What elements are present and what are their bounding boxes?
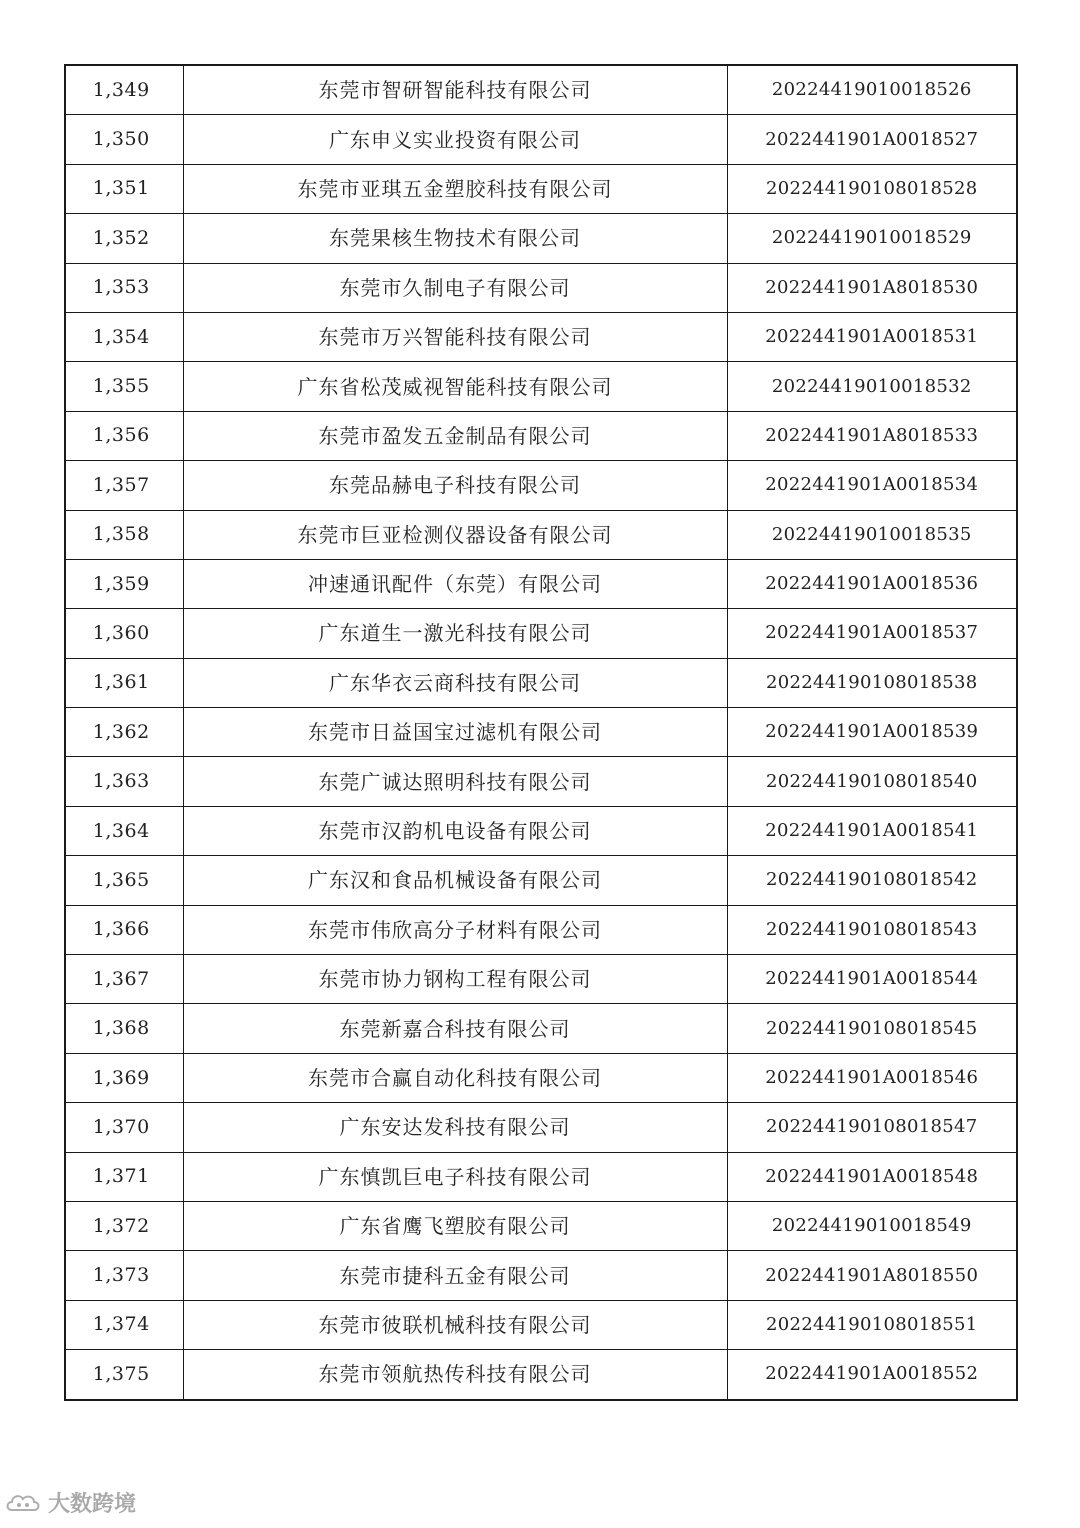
table-row — [65, 461, 1017, 510]
registration-code-cell: 202244190108018538 — [727, 658, 1017, 707]
company-name-cell: 东莞市伟欣高分子材料有限公司 — [183, 905, 727, 954]
registration-code-cell: 2022441901A0018536 — [727, 559, 1017, 608]
company-name-cell: 东莞市万兴智能科技有限公司 — [183, 312, 727, 361]
company-list-table-container — [64, 64, 1016, 1401]
table-row — [65, 263, 1017, 312]
registration-code-cell: 2022441901A0018548 — [727, 1152, 1017, 1201]
row-index-cell: 1,365 — [65, 856, 183, 905]
table-body — [65, 65, 1017, 1400]
row-index-cell: 1,369 — [65, 1053, 183, 1102]
row-index-cell: 1,352 — [65, 214, 183, 263]
table-row — [65, 658, 1017, 707]
row-index-cell: 1,350 — [65, 115, 183, 164]
row-index-cell: 1,362 — [65, 708, 183, 757]
registration-code-cell: 2022441901A0018534 — [727, 461, 1017, 510]
company-name-cell: 东莞市日益国宝过滤机有限公司 — [183, 708, 727, 757]
table-row — [65, 65, 1017, 115]
company-name-cell: 广东道生一激光科技有限公司 — [183, 609, 727, 658]
row-index-cell: 1,370 — [65, 1103, 183, 1152]
registration-code-cell: 2022441901A0018544 — [727, 955, 1017, 1004]
company-name-cell: 广东华衣云商科技有限公司 — [183, 658, 727, 707]
company-name-cell: 东莞品赫电子科技有限公司 — [183, 461, 727, 510]
row-index-cell: 1,363 — [65, 757, 183, 806]
table-row — [65, 214, 1017, 263]
registration-code-cell: 2022441901A0018539 — [727, 708, 1017, 757]
row-index-cell: 1,358 — [65, 510, 183, 559]
registration-code-cell: 20224419010018549 — [727, 1201, 1017, 1250]
table-row — [65, 164, 1017, 213]
row-index-cell: 1,353 — [65, 263, 183, 312]
registration-code-cell: 20224419010018535 — [727, 510, 1017, 559]
table-row — [65, 609, 1017, 658]
registration-code-cell: 20224419010018526 — [727, 65, 1017, 115]
watermark-text: 大数跨境 — [48, 1492, 137, 1517]
row-index-cell: 1,368 — [65, 1004, 183, 1053]
registration-code-cell: 2022441901A8018550 — [727, 1251, 1017, 1300]
table-row — [65, 806, 1017, 855]
company-name-cell: 东莞市久制电子有限公司 — [183, 263, 727, 312]
row-index-cell: 1,373 — [65, 1251, 183, 1300]
company-name-cell: 广东申义实业投资有限公司 — [183, 115, 727, 164]
company-name-cell: 东莞广诚达照明科技有限公司 — [183, 757, 727, 806]
row-index-cell: 1,364 — [65, 806, 183, 855]
row-index-cell: 1,349 — [65, 65, 183, 115]
table-row — [65, 1201, 1017, 1250]
table-row — [65, 856, 1017, 905]
company-name-cell: 东莞市捷科五金有限公司 — [183, 1251, 727, 1300]
company-name-cell: 东莞市巨亚检测仪器设备有限公司 — [183, 510, 727, 559]
company-name-cell: 东莞市领航热传科技有限公司 — [183, 1350, 727, 1400]
registration-code-cell: 2022441901A8018530 — [727, 263, 1017, 312]
registration-code-cell: 202244190108018542 — [727, 856, 1017, 905]
table-row — [65, 1103, 1017, 1152]
row-index-cell: 1,367 — [65, 955, 183, 1004]
row-index-cell: 1,354 — [65, 312, 183, 361]
table-row — [65, 411, 1017, 460]
registration-code-cell: 20224419010018532 — [727, 362, 1017, 411]
company-name-cell: 东莞市盈发五金制品有限公司 — [183, 411, 727, 460]
table-row — [65, 559, 1017, 608]
company-name-cell: 广东安达发科技有限公司 — [183, 1103, 727, 1152]
row-index-cell: 1,360 — [65, 609, 183, 658]
registration-code-cell: 2022441901A0018552 — [727, 1350, 1017, 1400]
company-name-cell: 东莞新嘉合科技有限公司 — [183, 1004, 727, 1053]
company-name-cell: 广东汉和食品机械设备有限公司 — [183, 856, 727, 905]
registration-code-cell: 202244190108018545 — [727, 1004, 1017, 1053]
registration-code-cell: 2022441901A0018531 — [727, 312, 1017, 361]
row-index-cell: 1,374 — [65, 1300, 183, 1349]
row-index-cell: 1,351 — [65, 164, 183, 213]
company-name-cell: 东莞果核生物技术有限公司 — [183, 214, 727, 263]
table-row — [65, 1300, 1017, 1349]
company-list-table — [64, 64, 1018, 1401]
registration-code-cell: 20224419010018529 — [727, 214, 1017, 263]
company-name-cell: 东莞市合赢自动化科技有限公司 — [183, 1053, 727, 1102]
row-index-cell: 1,366 — [65, 905, 183, 954]
row-index-cell: 1,371 — [65, 1152, 183, 1201]
company-name-cell: 广东慎凯巨电子科技有限公司 — [183, 1152, 727, 1201]
row-index-cell: 1,355 — [65, 362, 183, 411]
row-index-cell: 1,356 — [65, 411, 183, 460]
table-row — [65, 1053, 1017, 1102]
watermark — [4, 1487, 136, 1518]
registration-code-cell: 2022441901A0018541 — [727, 806, 1017, 855]
registration-code-cell: 202244190108018540 — [727, 757, 1017, 806]
table-row — [65, 1152, 1017, 1201]
table-row — [65, 1004, 1017, 1053]
table-row — [65, 510, 1017, 559]
table-row — [65, 757, 1017, 806]
registration-code-cell: 2022441901A0018546 — [727, 1053, 1017, 1102]
table-row — [65, 905, 1017, 954]
table-row — [65, 1251, 1017, 1300]
registration-code-cell: 2022441901A0018537 — [727, 609, 1017, 658]
table-row — [65, 362, 1017, 411]
table-row — [65, 115, 1017, 164]
company-name-cell: 东莞市协力钢构工程有限公司 — [183, 955, 727, 1004]
company-name-cell: 广东省松茂威视智能科技有限公司 — [183, 362, 727, 411]
table-row — [65, 312, 1017, 361]
company-name-cell: 广东省鹰飞塑胶有限公司 — [183, 1201, 727, 1250]
company-name-cell: 东莞市亚琪五金塑胶科技有限公司 — [183, 164, 727, 213]
row-index-cell: 1,372 — [65, 1201, 183, 1250]
registration-code-cell: 202244190108018543 — [727, 905, 1017, 954]
registration-code-cell: 2022441901A8018533 — [727, 411, 1017, 460]
table-row — [65, 708, 1017, 757]
table-row — [65, 955, 1017, 1004]
company-name-cell: 东莞市智研智能科技有限公司 — [183, 65, 727, 115]
row-index-cell: 1,375 — [65, 1350, 183, 1400]
company-name-cell: 东莞市汉韵机电设备有限公司 — [183, 806, 727, 855]
row-index-cell: 1,357 — [65, 461, 183, 510]
registration-code-cell: 202244190108018551 — [727, 1300, 1017, 1349]
row-index-cell: 1,359 — [65, 559, 183, 608]
registration-code-cell: 2022441901A0018527 — [727, 115, 1017, 164]
row-index-cell: 1,361 — [65, 658, 183, 707]
table-row — [65, 1350, 1017, 1400]
cloud-logo-icon — [4, 1490, 44, 1516]
company-name-cell: 冲速通讯配件（东莞）有限公司 — [183, 559, 727, 608]
registration-code-cell: 202244190108018528 — [727, 164, 1017, 213]
company-name-cell: 东莞市彼联机械科技有限公司 — [183, 1300, 727, 1349]
registration-code-cell: 202244190108018547 — [727, 1103, 1017, 1152]
